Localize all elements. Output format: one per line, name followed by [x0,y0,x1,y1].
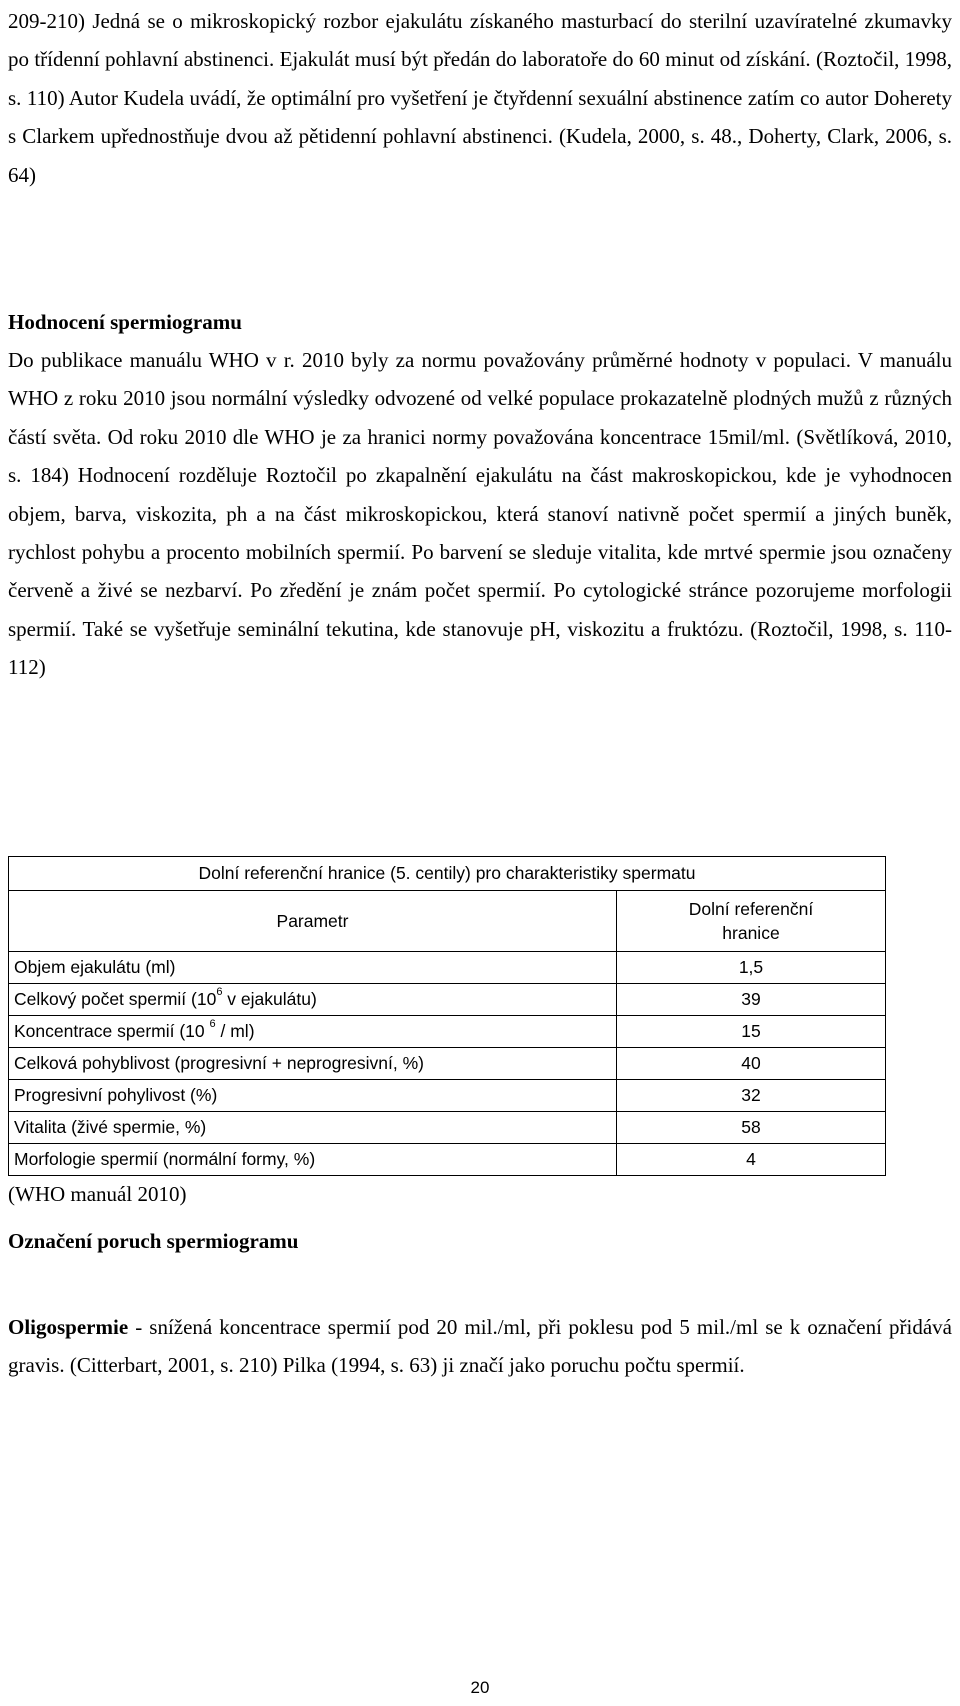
row-label: Progresivní pohylivost (%) [9,1080,617,1112]
page-number: 20 [470,1678,490,1697]
term-oligospermie: Oligospermie [8,1315,129,1339]
row-label: Celková pohyblivost (progresivní + neprogresivní, %) [9,1048,617,1080]
row-label: Koncentrace spermií (10 $^6$ / ml) [9,1016,617,1048]
column-header-hranice-line1: Dolní referenční [688,899,814,919]
definition-oligospermie: - snížená koncentrace spermií pod 20 mil./ml, při poklesu pod 5 mil./ml se k označení přidává gravis. (Citterbart, 2001, s. 210) Pilka (1994, s. 63) ji značí jako poruchu počtu spermií. [8,1315,952,1378]
table-row [9,984,886,1016]
table-row [9,1144,886,1176]
column-header-parametr: Parametr [9,891,617,952]
paragraph-intro: 209-210) Jedná se o mikroskopický rozbor ejakulátu získaného masturbací do sterilní uzavíratelné zkumavky po třídenní pohlavní abstinenci. Ejakulát musí být předán do laboratoře do 60 minut od získání. (Roztočil, 1998, s. 110) Autor Kudela uvádí, že optimální pro vyšetření je čtyřdenní sexuální abstinence zatím co autor Doherety s Clarkem upřednostňuje dvou až pětidenní pohlavní abstinenci. (Kudela, 2000, s. 48., Doherty, Clark, 2006, s. 64) [8,9,952,187]
column-header-hranice-line2: hranice [722,923,780,943]
row-label: Objem ejakulátu (ml) [9,952,617,984]
column-header-hranice [617,891,886,952]
row-value: 39 [617,984,886,1016]
row-value: 1,5 [617,952,886,984]
table-header-row [9,891,886,952]
row-label: Celkový počet spermií ($10^6$ v ejakulátu) [9,984,617,1016]
row-value: 32 [617,1080,886,1112]
row-label: Morfologie spermií (normální formy, %) [9,1144,617,1176]
row-value: 40 [617,1048,886,1080]
paragraph-hodnoceni: Do publikace manuálu WHO v r. 2010 byly za normu považovány průměrné hodnoty v populaci. V manuálu WHO z roku 2010 jsou normální výsledky odvozené od velké populace prokazatelně plodných mužů z různých částí světa. Od roku 2010 dle WHO je za hranici normy považována koncentrace 15mil/ml. (Světlíková, 2010, s. 184) Hodnocení rozděluje Roztočil po zkapalnění ejakulátu na část makroskopickou, kde je vyhodnocen objem, barva, viskozita, ph a na část mikroskopickou, která stanoví nativně počet spermií a jiných buněk, rychlost pohybu a procento mobilních spermií. Po barvení se sleduje vitalita, kde mrtvé spermie jsou označeny červeně a živé se nezbarví. Po zředění je znám počet spermií. Po cytologické stránce pozorujeme morfologii spermií. Také se vyšetřuje seminální tekutina, kde stanovuje pH, viskozitu a fruktózu. (Roztočil, 1998, s. 110-112) [8,348,952,680]
reference-table [8,856,886,1176]
table-caption: Dolní referenční hranice (5. centily) pro charakteristiky spermatu [9,857,886,891]
heading-hodnoceni: Hodnocení spermiogramu [8,310,242,334]
table-row [9,952,886,984]
paragraph-oligospermie [8,1308,952,1385]
row-value: 58 [617,1112,886,1144]
table-row [9,1016,886,1048]
row-value: 4 [617,1144,886,1176]
heading-oznaceni-poruch: Označení poruch spermiogramu [8,1229,299,1253]
table-row [9,1112,886,1144]
table-row [9,1080,886,1112]
row-value: 15 [617,1016,886,1048]
row-label: Vitalita (živé spermie, %) [9,1112,617,1144]
table-row [9,1048,886,1080]
table-source-note: (WHO manuál 2010) [8,1182,187,1206]
table-caption-row [9,857,886,891]
